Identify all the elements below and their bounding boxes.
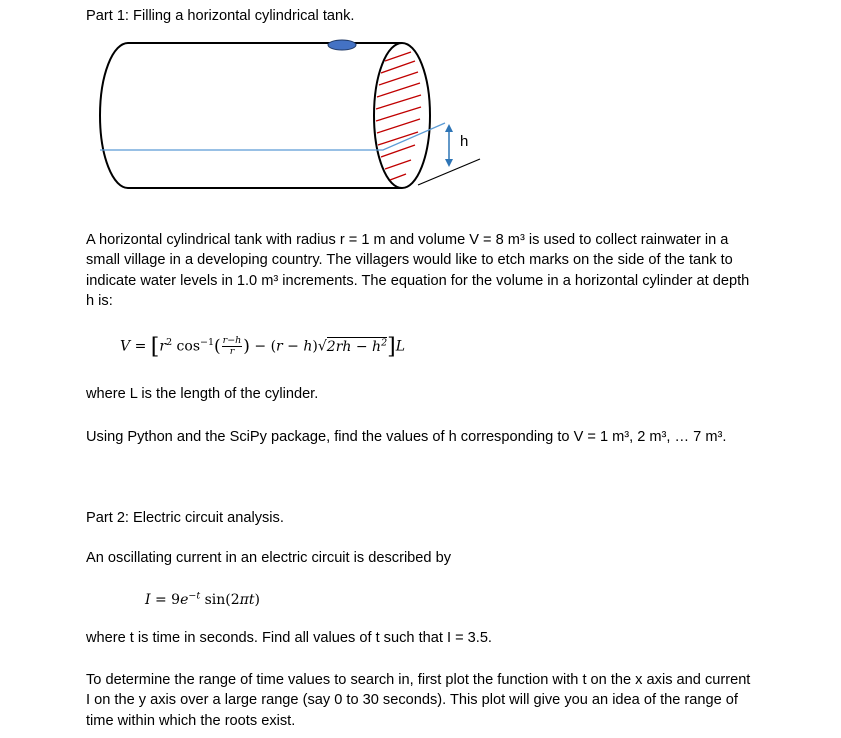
part2-para-line: To determine the range of time values to search in, first plot the function with t on the x axis and current	[86, 672, 751, 688]
part2-para-line: time within which the roots exist.	[86, 713, 296, 729]
part1-heading: Part 1: Filling a horizontal cylindrical tank.	[86, 8, 355, 24]
part2-para-line: I on the y axis over a large range (say 0 to 30 seconds). This plot will give you an idea of the range of	[86, 692, 738, 708]
cylinder-tank-diagram	[90, 35, 490, 195]
volume-equation: $V = [r^2$ $\cos^{-1}$( $\frac{r-h}{r}$ ) − $(r - h)√2rh - h^2]L$	[120, 334, 405, 360]
part2-where-text: where t is time in seconds. Find all values of t such that I = 3.5.	[86, 630, 492, 646]
part1-task-text: Using Python and the SciPy package, find the values of h corresponding to V = 1 m³, 2 m³, … 7 m³.	[86, 429, 727, 445]
where-length-text: where L is the length of the cylinder.	[86, 386, 319, 402]
part1-para-line: h is:	[86, 293, 113, 309]
part1-para-line: indicate water levels in 1.0 m³ increments. The equation for the volume in a horizontal cylinder at depth	[86, 273, 750, 289]
part1-para-line: small village in a developing country. The villagers would like to etch marks on the side of the tank to	[86, 252, 733, 268]
part2-intro-text: An oscillating current in an electric circuit is described by	[86, 550, 452, 566]
part2-heading: Part 2: Electric circuit analysis.	[86, 510, 284, 526]
part1-para-line: A horizontal cylindrical tank with radius r = 1 m and volume V = 8 m³ is used to collect rainwater in a	[86, 232, 729, 248]
current-equation: $I = 9e^{-t}$ sin(2πt)	[145, 590, 260, 608]
tank-valve	[328, 40, 356, 50]
depth-arrow-icon	[445, 124, 453, 167]
tank-end-face	[374, 43, 430, 188]
depth-label: h	[460, 133, 469, 150]
tank-body-outline	[100, 43, 402, 188]
